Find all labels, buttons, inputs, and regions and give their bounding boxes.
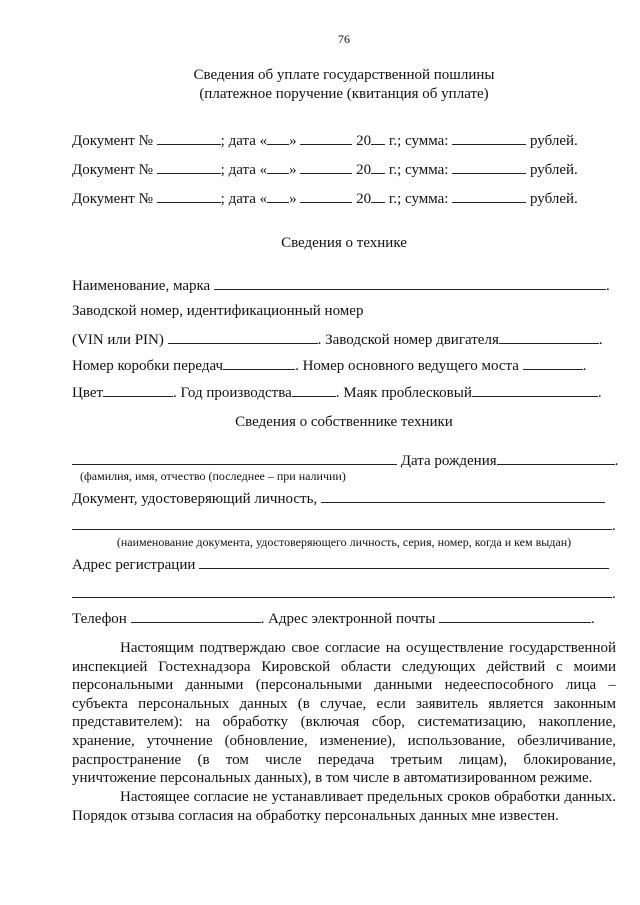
sum-field[interactable]: [452, 130, 526, 145]
email-label: . Адрес электронной почты: [260, 611, 436, 627]
date-label: ; дата «: [220, 133, 268, 149]
id-caption: (наименование документа, удостоверяющего личность, серия, номер, когда и кем выдан): [116, 535, 572, 549]
rub-label: рублей.: [529, 191, 578, 207]
phone-field[interactable]: [131, 608, 261, 623]
year-prefix: 20: [356, 191, 372, 207]
year-label: . Год производства: [173, 385, 292, 401]
email-field[interactable]: [439, 608, 591, 623]
payment-row: [72, 159, 616, 179]
month-field[interactable]: [300, 159, 352, 174]
address-field-2[interactable]: [72, 583, 612, 598]
axle-label: . Номер основного ведущего моста: [295, 358, 519, 374]
payment-row: [72, 130, 616, 150]
doc-number-field[interactable]: [157, 159, 221, 174]
id-doc-field-2[interactable]: [72, 515, 612, 530]
id-doc-label: Документ, удостоверяющий личность,: [72, 491, 318, 507]
sum-label: г.; сумма:: [385, 133, 449, 149]
rub-label: рублей.: [529, 162, 578, 178]
doc-number-field[interactable]: [157, 188, 221, 203]
payment-row: [72, 188, 616, 208]
date-label: ; дата «: [220, 191, 268, 207]
day-field[interactable]: [267, 188, 289, 203]
quote-close: »: [289, 191, 297, 207]
rub-label: рублей.: [529, 133, 578, 149]
sum-field[interactable]: [452, 159, 526, 174]
month-field[interactable]: [300, 130, 352, 145]
consent-paragraph-2: Настоящее согласие не устанавливает предельных сроков обработки данных. Порядок отзыва согласия на обработку персональных данных мне известен.: [72, 789, 616, 824]
year-prefix: 20: [356, 133, 372, 149]
engine-field[interactable]: [499, 329, 599, 344]
gearbox-field[interactable]: [223, 355, 295, 370]
birth-label: Дата рождения: [400, 453, 497, 469]
sum-field[interactable]: [452, 188, 526, 203]
beacon-field[interactable]: [472, 382, 598, 397]
address-label: Адрес регистрации: [72, 557, 196, 573]
fio-field[interactable]: [72, 450, 397, 465]
gearbox-label: Номер коробки передач: [72, 358, 224, 374]
address-field[interactable]: [199, 554, 609, 569]
sum-label: г.; сумма:: [385, 162, 449, 178]
sum-label: г.; сумма:: [385, 191, 449, 207]
doc-number-field[interactable]: [157, 130, 221, 145]
vin-label: (VIN или PIN): [72, 332, 164, 348]
year-field[interactable]: [371, 188, 385, 203]
title-line-2: (платежное поручение (квитанция об уплате): [199, 86, 489, 102]
color-label: Цвет: [72, 385, 104, 401]
day-field[interactable]: [267, 159, 289, 174]
doc-label: Документ №: [72, 162, 153, 178]
year-field[interactable]: [371, 130, 385, 145]
owner-heading: Сведения о собственнике техники: [235, 414, 453, 430]
phone-label: Телефон: [72, 611, 127, 627]
year-field[interactable]: [292, 382, 336, 397]
serial-label: Заводской номер, идентификационный номер: [72, 303, 364, 319]
birth-field[interactable]: [497, 450, 615, 465]
color-field[interactable]: [103, 382, 173, 397]
beacon-label: . Маяк проблесковый: [335, 385, 472, 401]
consent-paragraph-1: Настоящим подтверждаю свое согласие на осуществление государственной инспекцией Гостехнадзора Кировской области следующих действий с моими персональными данными (персональными данными недееспособного лица – субъекта персональных данных (в случае, если заявитель является законным представителем): на обработку (включая сбор, систематизацию, накопление, хранение, уточнение (обновление, изменение), использование, обезличивание, распространение (в том числе передача третьим лицам), блокирование, уничтожение персональных данных), в том числе в автоматизированном режиме.: [72, 640, 616, 787]
month-field[interactable]: [300, 188, 352, 203]
name-field[interactable]: [214, 275, 606, 290]
axle-field[interactable]: [523, 355, 583, 370]
quote-close: »: [289, 133, 297, 149]
year-prefix: 20: [356, 162, 372, 178]
quote-close: »: [289, 162, 297, 178]
doc-label: Документ №: [72, 133, 153, 149]
date-label: ; дата «: [220, 162, 268, 178]
year-field[interactable]: [371, 159, 385, 174]
tech-heading: Сведения о технике: [281, 235, 407, 251]
name-label: Наименование, марка: [72, 278, 211, 294]
fio-caption: (фамилия, имя, отчество (последнее – при наличии): [80, 469, 346, 483]
day-field[interactable]: [267, 130, 289, 145]
page-number: 76: [338, 32, 350, 46]
title-line-1: Сведения об уплате государственной пошлины: [193, 67, 495, 83]
doc-label: Документ №: [72, 191, 153, 207]
id-doc-field[interactable]: [321, 488, 605, 503]
vin-field[interactable]: [168, 329, 318, 344]
engine-label: . Заводской номер двигателя: [317, 332, 499, 348]
